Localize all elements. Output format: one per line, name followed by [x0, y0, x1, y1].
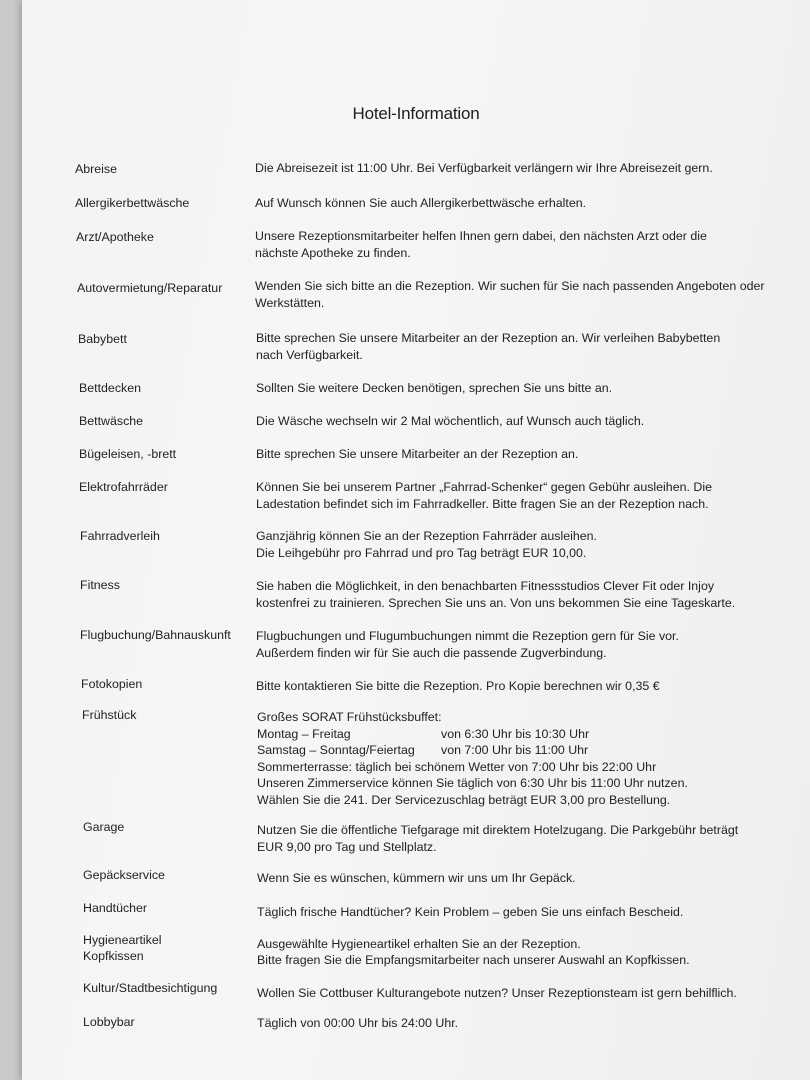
breakfast-times: von 7:00 Uhr bis 11:00 Uhr — [441, 743, 589, 757]
row-text — [256, 413, 644, 430]
row-text — [256, 578, 735, 612]
row-label: Handtücher — [83, 901, 148, 915]
row-text — [256, 678, 660, 695]
text-line: Nutzen Sie die öffentliche Tiefgarage mit direktem Hotelzugang. Die Parkgebühr beträgt — [257, 823, 739, 837]
row-label: Kopfkissen — [83, 949, 144, 963]
text-line: Bitte kontaktieren Sie bitte die Rezeption. Pro Kopie berechnen wir 0,35 € — [256, 679, 660, 693]
row-text — [255, 195, 586, 212]
row-label: Bettwäsche — [79, 414, 144, 428]
row-text — [257, 870, 576, 887]
row-label: Autovermietung/Reparatur — [77, 281, 223, 295]
row-text — [255, 160, 713, 177]
text-line: Unseren Zimmerservice können Sie täglich von 6:30 Uhr bis 11:00 Uhr nutzen. — [257, 776, 688, 790]
text-line: Ganzjährig können Sie an der Rezeption Fahrräder ausleihen. — [256, 529, 597, 543]
text-line: nächste Apotheke zu finden. — [255, 246, 411, 260]
document-page — [22, 0, 810, 1080]
breakfast-weekday — [257, 726, 688, 743]
row-label: Allergikerbettwäsche — [75, 196, 190, 210]
row-label: Flugbuchung/Bahnauskunft — [80, 628, 231, 642]
row-text — [257, 904, 683, 921]
text-line: Ladestation befindet sich im Fahrradkeller. Bitte fragen Sie an der Rezeption nach. — [256, 497, 709, 511]
text-line: nach Verfügbarkeit. — [256, 348, 363, 362]
text-line: Ausgewählte Hygieneartikel erhalten Sie an der Rezeption. — [257, 937, 581, 951]
text-line: Die Leihgebühr pro Fahrrad und pro Tag beträgt EUR 10,00. — [256, 546, 587, 560]
text-line: Unsere Rezeptionsmitarbeiter helfen Ihnen gern dabei, den nächsten Arzt oder die — [255, 229, 707, 243]
row-text — [255, 228, 707, 262]
row-label: Garage — [83, 820, 125, 834]
text-line: kostenfrei zu trainieren. Sprechen Sie uns an. Von uns bekommen Sie eine Tageskarte. — [256, 596, 736, 610]
row-label: Babybett — [78, 332, 127, 346]
row-text — [257, 952, 690, 969]
row-label: Abreise — [75, 162, 118, 176]
text-line: Können Sie bei unserem Partner „Fahrrad-Schenker“ gegen Gebühr ausleihen. Die — [256, 480, 712, 494]
row-text — [256, 628, 679, 662]
text-line: Bitte sprechen Sie unsere Mitarbeiter an der Rezeption an. Wir verleihen Babybetten — [256, 331, 721, 345]
row-text — [256, 330, 720, 364]
row-label: Frühstück — [82, 708, 137, 722]
text-line: Wählen Sie die 241. Der Servicezuschlag beträgt EUR 3,00 pro Bestellung. — [257, 792, 671, 807]
row-label: Bügeleisen, -brett — [79, 447, 177, 461]
breakfast-text — [257, 709, 688, 808]
row-text — [256, 380, 612, 397]
row-label: Bettdecken — [79, 381, 141, 395]
breakfast-days: Samstag – Sonntag/Feiertag — [257, 743, 415, 757]
row-label: Lobbybar — [83, 1015, 135, 1029]
row-text — [256, 528, 597, 562]
text-line: Die Wäsche wechseln wir 2 Mal wöchentlich, auf Wunsch auch täglich. — [256, 414, 645, 428]
row-label: Fotokopien — [81, 677, 143, 691]
row-label: Gepäckservice — [83, 868, 165, 882]
breakfast-weekend — [257, 742, 688, 759]
row-label: Fahrradverleih — [80, 529, 160, 543]
text-line: Auf Wunsch können Sie auch Allergikerbettwäsche erhalten. — [255, 196, 587, 210]
text-line: Sommerterrasse: täglich bei schönem Wetter von 7:00 Uhr bis 22:00 Uhr — [257, 759, 657, 774]
text-line: Sie haben die Möglichkeit, in den benachbarten Fitnessstudios Clever Fit oder Injoy — [256, 579, 715, 593]
text-line: Werkstätten. — [255, 296, 325, 310]
row-label: Kultur/Stadtbesichtigung — [83, 981, 218, 995]
row-text — [257, 1015, 458, 1032]
page-title: Hotel-Information — [352, 104, 480, 123]
breakfast-heading: Großes SORAT Frühstücksbuffet: — [257, 710, 442, 724]
text-line: Täglich frische Handtücher? Kein Problem – geben Sie uns einfach Bescheid. — [257, 905, 684, 919]
text-line: Bitte sprechen Sie unsere Mitarbeiter an der Rezeption an. — [256, 447, 579, 461]
text-line: Sollten Sie weitere Decken benötigen, sprechen Sie uns bitte an. — [256, 381, 613, 395]
text-line: Die Abreisezeit ist 11:00 Uhr. Bei Verfügbarkeit verlängern wir Ihre Abreisezeit gern. — [255, 161, 713, 175]
text-line: Flugbuchungen und Flugumbuchungen nimmt die Rezeption gern für Sie vor. — [256, 629, 679, 643]
text-line: Bitte fragen Sie die Empfangsmitarbeiter nach unserer Auswahl an Kopfkissen. — [257, 953, 690, 967]
row-text — [257, 822, 738, 856]
row-text — [257, 985, 737, 1002]
row-label: Fitness — [80, 578, 120, 592]
row-text — [257, 936, 581, 953]
text-line: Täglich von 00:00 Uhr bis 24:00 Uhr. — [257, 1016, 459, 1030]
row-label: Elektrofahrräder — [79, 480, 168, 494]
row-label: Hygieneartikel — [83, 933, 162, 947]
text-line: Außerdem finden wir für Sie auch die passende Zugverbindung. — [256, 646, 607, 660]
row-label: Arzt/Apotheke — [76, 230, 154, 244]
text-line: Wenn Sie es wünschen, kümmern wir uns um Ihr Gepäck. — [257, 871, 576, 885]
text-line: Wenden Sie sich bitte an die Rezeption. Wir suchen für Sie nach passenden Angeboten oder — [255, 279, 765, 293]
row-text — [255, 278, 765, 312]
row-text — [256, 479, 712, 513]
breakfast-times: von 6:30 Uhr bis 10:30 Uhr — [441, 726, 590, 741]
text-line: Wollen Sie Cottbuser Kulturangebote nutzen? Unser Rezeptionsteam ist gern behilflich. — [257, 986, 737, 1000]
row-text — [256, 446, 578, 463]
breakfast-days: Montag – Freitag — [257, 726, 351, 741]
text-line: EUR 9,00 pro Tag und Stellplatz. — [257, 840, 437, 854]
